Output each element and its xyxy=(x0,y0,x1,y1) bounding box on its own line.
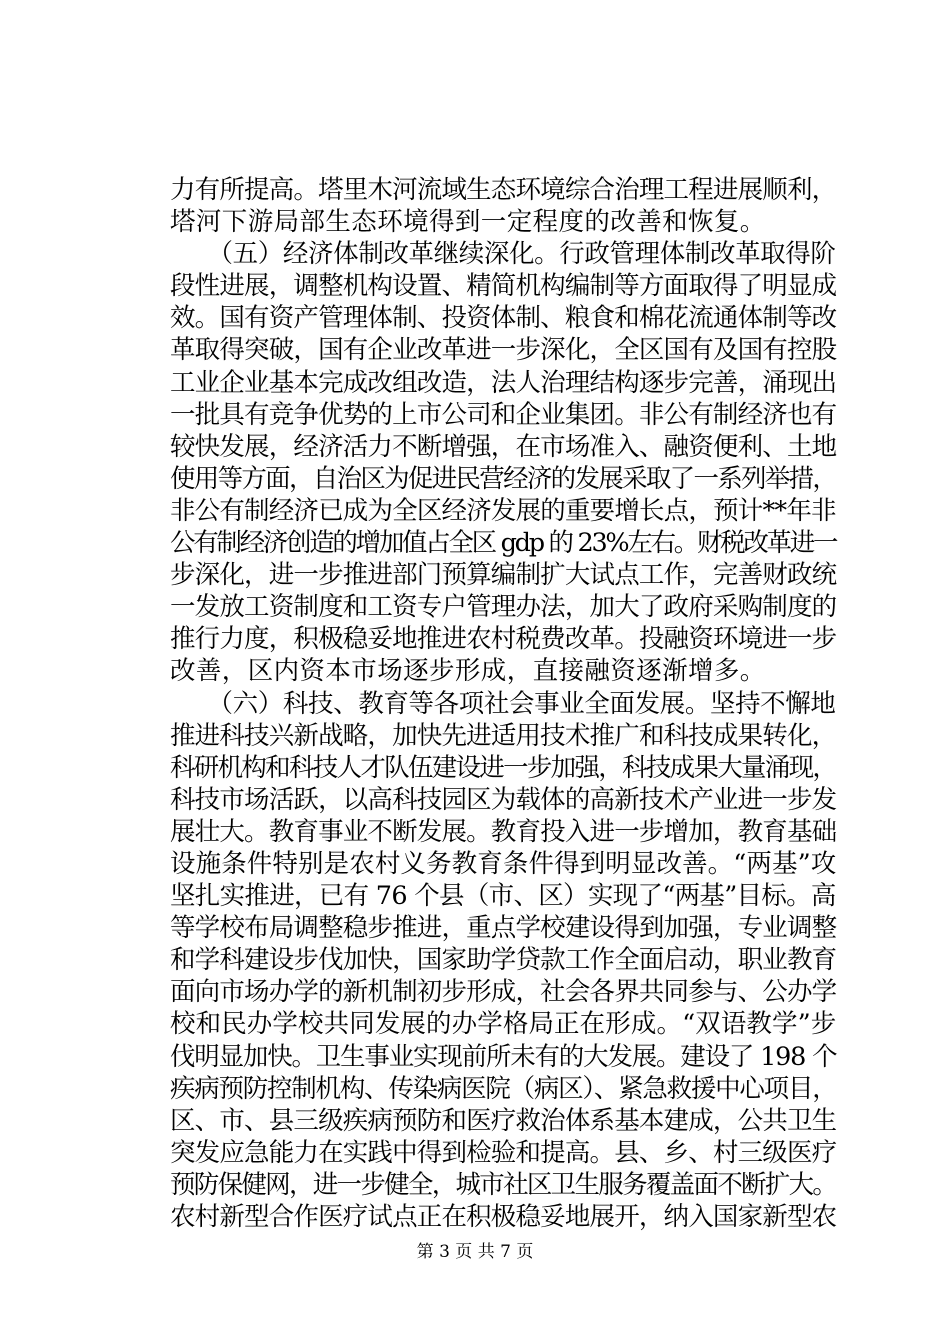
text-line: 段性进展，调整机构设置、精简机构编制等方面取得了明显成 xyxy=(170,271,837,302)
text-line: 推行力度，积极稳妥地推进农村税费改革。投融资环境进一步 xyxy=(170,624,837,655)
text-line: （五）经济体制改革继续深化。行政管理体制改革取得阶 xyxy=(170,239,836,270)
text-line: 疾病预防控制机构、传染病医院（病区）、紧急救援中心项目， xyxy=(170,1073,837,1104)
text-line: 设施条件特别是农村义务教育条件得到明显改善。“两基”攻 xyxy=(170,848,837,879)
text-line: 非公有制经济已成为全区经济发展的重要增长点，预计**年非 xyxy=(170,495,836,526)
text-line: 工业企业基本完成改组改造，法人治理结构逐步完善，涌现出 xyxy=(170,367,837,398)
text-line: 公有制经济创造的增加值占全区 gdp 的 23%左右。财税改革进一 xyxy=(170,528,837,559)
text-line: 科技市场活跃，以高科技园区为载体的高新技术产业进一步发 xyxy=(170,784,837,815)
page-footer: 第 3 页 共 7 页 xyxy=(416,1242,534,1262)
text-line: 和学科建设步伐加快，国家助学贷款工作全面启动，职业教育 xyxy=(170,945,837,976)
text-line: 坚扎实推进，已有 76 个县（市、区）实现了“两基”目标。高 xyxy=(170,881,836,912)
text-line: 等学校布局调整稳步推进，重点学校建设得到加强，专业调整 xyxy=(170,913,837,944)
text-line: 塔河下游局部生态环境得到一定程度的改善和恢复。 xyxy=(170,207,766,238)
text-line: 力有所提高。塔里木河流域生态环境综合治理工程进展顺利， xyxy=(170,175,837,205)
document-body xyxy=(170,174,836,1233)
text-line: 突发应急能力在实践中得到检验和提高。县、乡、村三级医疗 xyxy=(170,1137,837,1168)
text-line: 使用等方面，自治区为促进民营经济的发展采取了一系列举措， xyxy=(170,463,837,494)
text-line: （六）科技、教育等各项社会事业全面发展。坚持不懈地 xyxy=(170,688,836,719)
text-line: 科研机构和科技人才队伍建设进一步加强，科技成果大量涌现， xyxy=(170,752,837,783)
text-line: 一发放工资制度和工资专户管理办法，加大了政府采购制度的 xyxy=(170,592,837,623)
text-line: 伐明显加快。卫生事业实现前所未有的大发展。建设了 198 个 xyxy=(170,1041,837,1072)
text-line: 步深化，进一步推进部门预算编制扩大试点工作，完善财政统 xyxy=(170,560,837,591)
text-line: 较快发展，经济活力不断增强，在市场准入、融资便利、土地 xyxy=(170,431,837,462)
text-line: 校和民办学校共同发展的办学格局正在形成。“双语教学”步 xyxy=(170,1009,837,1040)
text-line: 改善，区内资本市场逐步形成，直接融资逐渐增多。 xyxy=(170,656,766,687)
text-line: 一批具有竞争优势的上市公司和企业集团。非公有制经济也有 xyxy=(170,399,837,430)
text-line: 效。国有资产管理体制、投资体制、粮食和棉花流通体制等改 xyxy=(170,303,837,334)
text-line: 农村新型合作医疗试点正在积极稳妥地展开，纳入国家新型农 xyxy=(170,1202,837,1232)
text-line: 推进科技兴新战略，加快先进适用技术推广和科技成果转化， xyxy=(170,720,837,751)
text-line: 革取得突破，国有企业改革进一步深化，全区国有及国有控股 xyxy=(170,335,837,366)
text-line: 区、市、县三级疾病预防和医疗救治体系基本建成，公共卫生 xyxy=(170,1105,837,1136)
text-line: 预防保健网，进一步健全，城市社区卫生服务覆盖面不断扩大。 xyxy=(170,1169,837,1200)
text-line: 展壮大。教育事业不断发展。教育投入进一步增加，教育基础 xyxy=(170,816,837,847)
text-line: 面向市场办学的新机制初步形成，社会各界共同参与、公办学 xyxy=(170,977,837,1008)
